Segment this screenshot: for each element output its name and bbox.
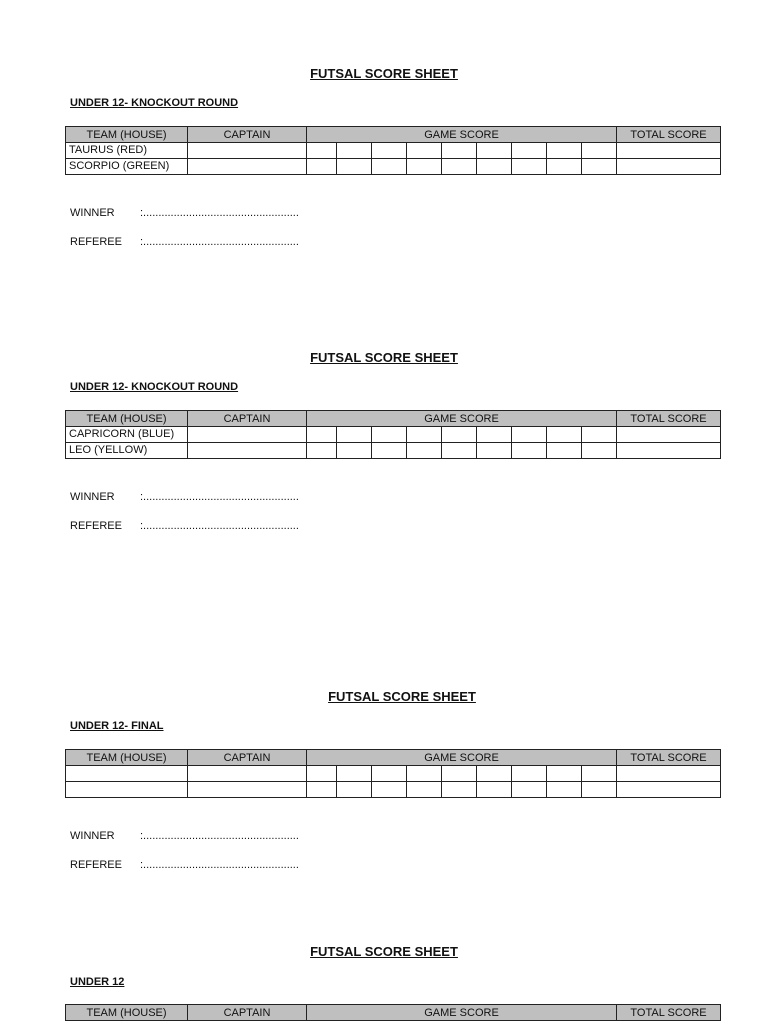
score-cell[interactable] — [337, 427, 372, 443]
winner-row — [70, 830, 299, 842]
team-cell: TAURUS (RED) — [66, 143, 188, 159]
score-cell[interactable] — [582, 443, 617, 459]
referee-label: REFEREE — [70, 859, 122, 871]
score-cell[interactable] — [307, 427, 337, 443]
score-cell[interactable] — [372, 159, 407, 175]
score-cell[interactable] — [512, 143, 547, 159]
score-cell[interactable] — [477, 782, 512, 798]
captain-header: CAPTAIN — [188, 1005, 307, 1021]
score-cell[interactable] — [582, 159, 617, 175]
score-cell[interactable] — [337, 766, 372, 782]
score-cell[interactable] — [407, 143, 442, 159]
score-table — [65, 1004, 721, 1021]
table-header-row — [66, 411, 721, 427]
table-row — [66, 766, 721, 782]
score-cell[interactable] — [442, 427, 477, 443]
game-score-header: GAME SCORE — [307, 750, 617, 766]
captain-header: CAPTAIN — [188, 127, 307, 143]
score-cell[interactable] — [547, 143, 582, 159]
captain-header: CAPTAIN — [188, 750, 307, 766]
score-cell[interactable] — [337, 159, 372, 175]
score-cell[interactable] — [407, 443, 442, 459]
referee-label: REFEREE — [70, 236, 122, 248]
team-cell: LEO (YELLOW) — [66, 443, 188, 459]
score-cell[interactable] — [407, 782, 442, 798]
total-cell[interactable] — [617, 782, 721, 798]
score-cell[interactable] — [477, 427, 512, 443]
team-header: TEAM (HOUSE) — [66, 127, 188, 143]
referee-row — [70, 859, 299, 871]
referee-label: REFEREE — [70, 520, 122, 532]
total-cell[interactable] — [617, 443, 721, 459]
sheet-subtitle: UNDER 12- FINAL — [70, 720, 164, 732]
captain-cell[interactable] — [188, 143, 307, 159]
total-score-header: TOTAL SCORE — [617, 411, 721, 427]
sheet-title: FUTSAL SCORE SHEET — [328, 689, 476, 704]
team-header: TEAM (HOUSE) — [66, 411, 188, 427]
score-cell[interactable] — [372, 766, 407, 782]
score-cell[interactable] — [442, 443, 477, 459]
score-cell[interactable] — [582, 427, 617, 443]
score-cell[interactable] — [512, 766, 547, 782]
score-cell[interactable] — [582, 782, 617, 798]
table-row — [66, 443, 721, 459]
team-cell[interactable] — [66, 782, 188, 798]
score-cell[interactable] — [337, 782, 372, 798]
captain-cell[interactable] — [188, 443, 307, 459]
captain-cell[interactable] — [188, 159, 307, 175]
winner-label: WINNER — [70, 830, 115, 842]
team-header: TEAM (HOUSE) — [66, 1005, 188, 1021]
score-cell[interactable] — [337, 443, 372, 459]
score-cell[interactable] — [582, 766, 617, 782]
total-score-header: TOTAL SCORE — [617, 1005, 721, 1021]
captain-cell[interactable] — [188, 766, 307, 782]
score-cell[interactable] — [547, 159, 582, 175]
score-cell[interactable] — [512, 782, 547, 798]
sheet-subtitle: UNDER 12 — [70, 976, 125, 988]
score-cell[interactable] — [547, 766, 582, 782]
table-header-row — [66, 127, 721, 143]
game-score-header: GAME SCORE — [307, 127, 617, 143]
winner-label: WINNER — [70, 207, 115, 219]
score-cell[interactable] — [372, 782, 407, 798]
table-row — [66, 143, 721, 159]
total-cell[interactable] — [617, 143, 721, 159]
winner-label: WINNER — [70, 491, 115, 503]
total-score-header: TOTAL SCORE — [617, 750, 721, 766]
score-cell[interactable] — [307, 159, 337, 175]
score-cell[interactable] — [407, 427, 442, 443]
table-header-row — [66, 750, 721, 766]
team-cell: CAPRICORN (BLUE) — [66, 427, 188, 443]
winner-line[interactable]: :................................................... — [140, 207, 299, 219]
score-cell[interactable] — [547, 443, 582, 459]
score-cell[interactable] — [307, 143, 337, 159]
score-cell[interactable] — [337, 143, 372, 159]
score-table — [65, 410, 721, 459]
total-cell[interactable] — [617, 427, 721, 443]
score-cell[interactable] — [372, 143, 407, 159]
score-cell[interactable] — [477, 159, 512, 175]
table-row — [66, 159, 721, 175]
sheet-title: FUTSAL SCORE SHEET — [310, 944, 458, 959]
team-cell: SCORPIO (GREEN) — [66, 159, 188, 175]
score-cell[interactable] — [307, 766, 337, 782]
sheet-title: FUTSAL SCORE SHEET — [310, 66, 458, 81]
score-cell[interactable] — [477, 766, 512, 782]
score-cell[interactable] — [372, 427, 407, 443]
sheet-subtitle: UNDER 12- KNOCKOUT ROUND — [70, 97, 239, 109]
captain-header: CAPTAIN — [188, 411, 307, 427]
score-cell[interactable] — [442, 159, 477, 175]
team-cell[interactable] — [66, 766, 188, 782]
score-cell[interactable] — [442, 766, 477, 782]
referee-line[interactable]: :................................................... — [140, 236, 299, 248]
total-score-header: TOTAL SCORE — [617, 127, 721, 143]
game-score-header: GAME SCORE — [307, 1005, 617, 1021]
captain-cell[interactable] — [188, 782, 307, 798]
score-cell[interactable] — [547, 427, 582, 443]
sheet-subtitle: UNDER 12- KNOCKOUT ROUND — [70, 381, 239, 393]
table-row — [66, 782, 721, 798]
score-cell[interactable] — [442, 143, 477, 159]
score-table — [65, 126, 721, 175]
score-cell[interactable] — [307, 443, 337, 459]
referee-row — [70, 236, 299, 248]
score-cell[interactable] — [477, 443, 512, 459]
score-cell[interactable] — [372, 443, 407, 459]
winner-row — [70, 207, 299, 219]
score-cell[interactable] — [307, 782, 337, 798]
score-cell[interactable] — [512, 427, 547, 443]
table-row — [66, 427, 721, 443]
score-cell[interactable] — [442, 782, 477, 798]
score-cell[interactable] — [477, 143, 512, 159]
score-table — [65, 749, 721, 798]
team-header: TEAM (HOUSE) — [66, 750, 188, 766]
referee-line[interactable]: :................................................... — [140, 859, 299, 871]
winner-line[interactable]: :................................................... — [140, 830, 299, 842]
winner-line[interactable]: :................................................... — [140, 491, 299, 503]
captain-cell[interactable] — [188, 427, 307, 443]
sheet-title: FUTSAL SCORE SHEET — [310, 350, 458, 365]
referee-row — [70, 520, 299, 532]
score-cell[interactable] — [512, 159, 547, 175]
score-cell[interactable] — [512, 443, 547, 459]
winner-row — [70, 491, 299, 503]
score-cell[interactable] — [407, 159, 442, 175]
total-cell[interactable] — [617, 766, 721, 782]
score-cell[interactable] — [407, 766, 442, 782]
table-header-row — [66, 1005, 721, 1021]
score-cell[interactable] — [582, 143, 617, 159]
total-cell[interactable] — [617, 159, 721, 175]
referee-line[interactable]: :................................................... — [140, 520, 299, 532]
game-score-header: GAME SCORE — [307, 411, 617, 427]
score-cell[interactable] — [547, 782, 582, 798]
